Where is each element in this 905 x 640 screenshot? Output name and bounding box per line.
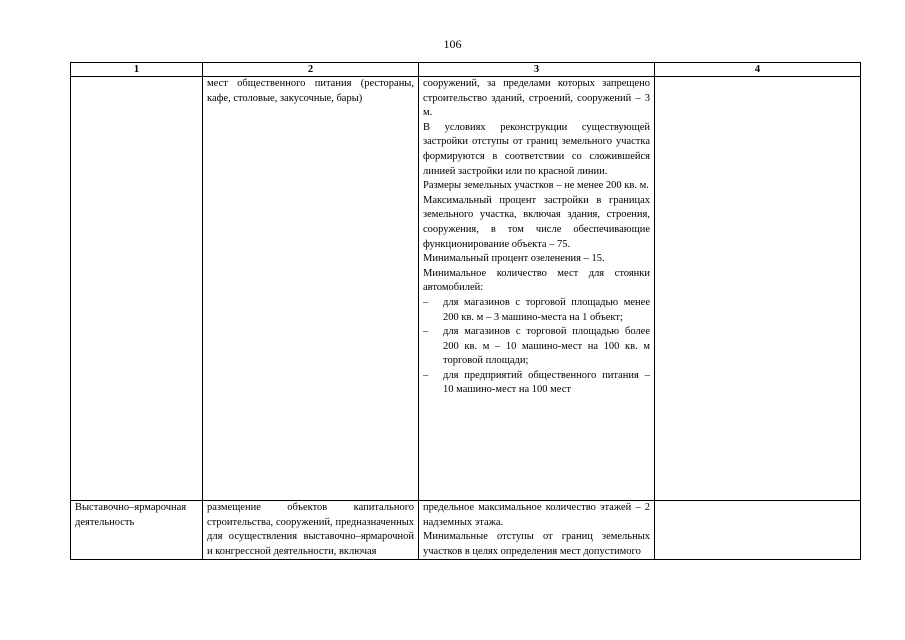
parameter-paragraph: Минимальное количество мест для стоянки автомобилей:: [423, 267, 650, 294]
column-header-1: 1: [71, 63, 203, 77]
zoning-regulations-table: [70, 62, 861, 560]
use-type-cell: Выставочно–ярмарочная деятельность: [71, 501, 203, 560]
dash-bullet: –: [423, 296, 429, 308]
dash-bullet: –: [423, 369, 429, 381]
list-item: [423, 325, 650, 369]
use-description-cell: размещение объектов капитального строительства, сооружений, предназначенных для осуществления выставочно–ярмарочной и конгрессной деятельности, включая: [203, 501, 419, 560]
parameter-paragraph: сооружений, за пределами которых запрещено строительство зданий, строений, сооружений – 3 м.: [423, 78, 650, 119]
parameter-paragraph: Минимальные отступы от границ земельных участков в целях определения мест допустимого: [423, 531, 650, 557]
use-type-cell: [71, 77, 203, 501]
list-item-text: для магазинов с торговой площадью менее 200 кв. м – 3 машино-места на 1 объект;: [443, 296, 650, 323]
list-item: [423, 369, 650, 398]
use-description-cell: мест общественного питания (рестораны, кафе, столовые, закусочные, бары): [203, 77, 419, 501]
notes-cell: [655, 501, 861, 560]
table-row: [71, 501, 861, 560]
parameter-paragraph: предельное максимальное количество этажей – 2 надземных этажа.: [423, 502, 650, 528]
list-item-text: для предприятий общественного питания – 10 машино-мест на 100 мест: [443, 369, 650, 396]
list-item: [423, 296, 650, 325]
parameter-paragraph: Максимальный процент застройки в границах земельного участка, включая здания, строения, сооружения, в том числе обеспечивающие функционирование объекта – 75.: [423, 194, 650, 250]
parameter-paragraph: Размеры земельных участков – не менее 200 кв. м.: [423, 180, 649, 192]
notes-cell: [655, 77, 861, 501]
column-header-3: 3: [419, 63, 655, 77]
parameter-paragraph: В условиях реконструкции существующей застройки отступы от границ земельного участка формируются в соответствии со сложившейся линией застройки или по красной линии.: [423, 121, 650, 177]
table-header-row: [71, 63, 861, 77]
list-item-text: для магазинов с торговой площадью более 200 кв. м – 10 машино-мест на 100 кв. м торговой площади;: [443, 326, 650, 367]
column-header-4: 4: [655, 63, 861, 77]
parameters-cell: [419, 501, 655, 560]
parameter-paragraph: Минимальный процент озеленения – 15.: [423, 253, 605, 265]
page-number: 106: [443, 37, 462, 51]
column-header-2: 2: [203, 63, 419, 77]
parking-requirements-list: [423, 296, 650, 398]
table-row: [71, 77, 861, 501]
parameters-cell: [419, 77, 655, 501]
dash-bullet: –: [423, 326, 429, 338]
